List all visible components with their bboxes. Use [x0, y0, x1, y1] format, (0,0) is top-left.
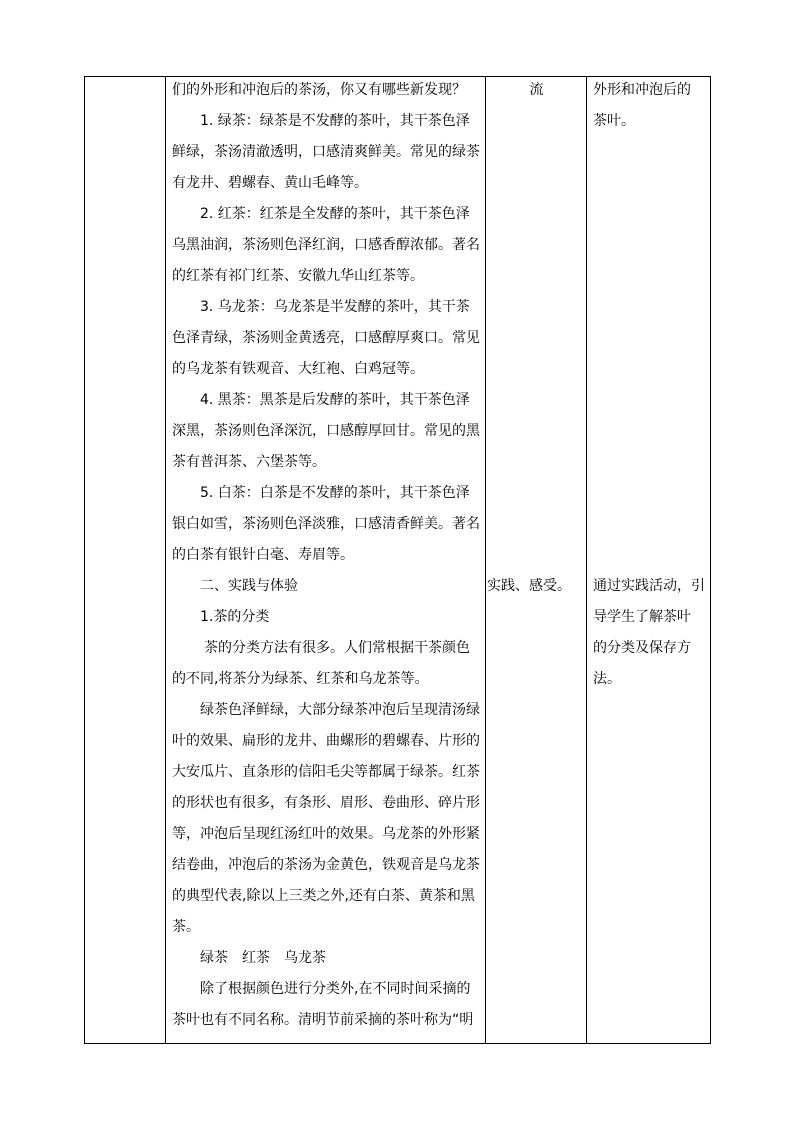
text-line: 深黑，茶汤则色泽深沉，口感醇厚回甘。常见的黑 [172, 423, 480, 439]
column-divider [586, 76, 587, 1044]
text-line: 的典型代表,除以上三类之外,还有白茶、黄茶和黑 [172, 888, 475, 904]
text-line: 色泽青绿，茶汤则金黄透亮，口感醇厚爽口。常见 [172, 330, 480, 346]
text-line: 结卷曲，冲泡后的茶汤为金黄色，铁观音是乌龙茶 [172, 857, 480, 873]
text-line: 们的外形和冲泡后的茶汤，你又有哪些新发现？ [172, 82, 466, 98]
text-line: 大安瓜片、直条形的信阳毛尖等都属于绿茶。红茶 [172, 764, 480, 780]
text-line: 茶叶。 [593, 113, 635, 129]
text-line: 茶叶也有不同名称。清明节前采摘的茶叶称为“明 [172, 1012, 474, 1028]
text-line: 乌黑油润，茶汤则色泽红润，口感香醇浓郁。著名 [172, 237, 480, 253]
text-line: 等，冲泡后呈现红汤红叶的效果。乌龙茶的外形紧 [172, 826, 480, 842]
text-line: 茶。 [172, 919, 200, 935]
text-line: 绿茶 红茶 乌龙茶 [200, 950, 326, 966]
text-line: 1. 绿茶：绿茶是不发酵的茶叶，其干茶色泽 [200, 113, 470, 129]
text-line: 法。 [593, 671, 621, 687]
text-line: 1.茶的分类 [200, 609, 270, 625]
text-line: 2. 红茶：红茶是全发酵的茶叶，其干茶色泽 [200, 206, 470, 222]
text-line: 3. 乌龙茶：乌龙茶是半发酵的茶叶，其干茶 [200, 299, 470, 315]
text-line: 的不同,将茶分为绿茶、红茶和乌龙茶等。 [172, 671, 429, 687]
text-line: 有龙井、碧螺春、黄山毛峰等。 [172, 175, 368, 191]
text-line: 流 [529, 82, 544, 98]
text-line: 实践、感受。 [487, 578, 571, 594]
text-line: 银白如雪，茶汤则色泽淡雅，口感清香鲜美。著名 [172, 516, 480, 532]
text-line: 鲜绿，茶汤清澈透明，口感清爽鲜美。常见的绿茶 [172, 144, 480, 160]
text-line: 茶的分类方法有很多。人们常根据干茶颜色 [204, 640, 470, 656]
text-line: 的白茶有银针白毫、寿眉等。 [172, 547, 354, 563]
text-line: 的形状也有很多，有条形、眉形、卷曲形、碎片形 [172, 795, 480, 811]
text-line: 5. 白茶：白茶是不发酵的茶叶，其干茶色泽 [200, 485, 470, 501]
text-line: 绿茶色泽鲜绿，大部分绿茶冲泡后呈现清汤绿 [200, 702, 480, 718]
text-line: 外形和冲泡后的 [593, 82, 691, 98]
text-line: 除了根据颜色进行分类外,在不同时间采摘的 [200, 981, 471, 997]
text-line: 导学生了解茶叶 [593, 609, 691, 625]
text-line: 4. 黑茶：黑茶是后发酵的茶叶，其干茶色泽 [200, 392, 470, 408]
text-line: 的红茶有祁门红茶、安徽九华山红茶等。 [172, 268, 424, 284]
text-line: 二、实践与体验 [200, 578, 298, 594]
column-divider [485, 76, 486, 1044]
text-line: 通过实践活动，引 [593, 578, 705, 594]
column-divider [165, 76, 166, 1044]
text-line: 叶的效果、扁形的龙井、曲螺形的碧螺春、片形的 [172, 733, 480, 749]
text-line: 的分类及保存方 [593, 640, 691, 656]
text-line: 的乌龙茶有铁观音、大红袍、白鸡冠等。 [172, 361, 424, 377]
column-divider [710, 76, 711, 1044]
text-line: 茶有普洱茶、六堡茶等。 [172, 454, 326, 470]
